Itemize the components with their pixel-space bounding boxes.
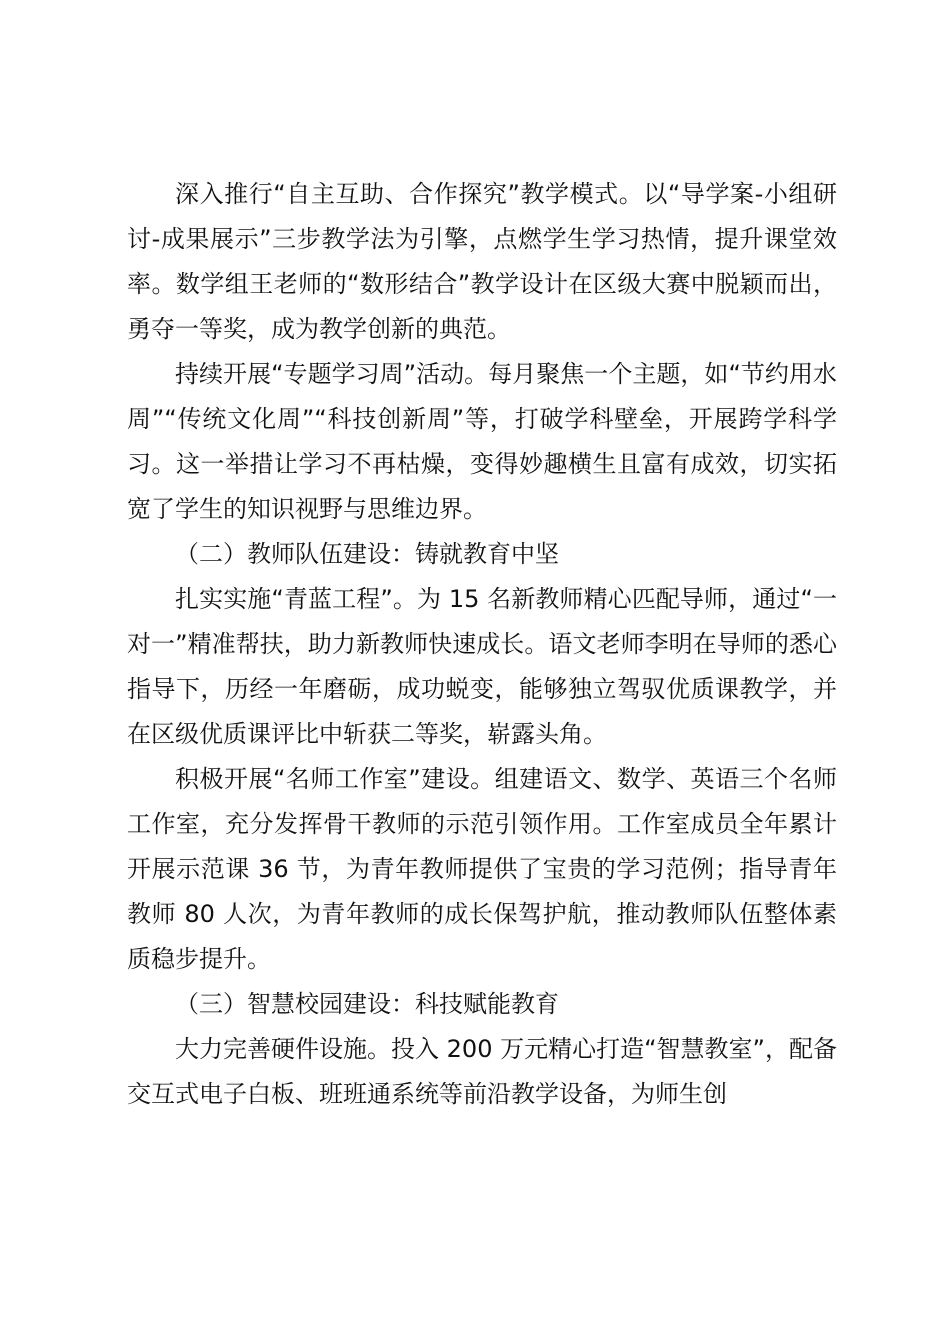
paragraph-master-teacher-studio: 积极开展“名师工作室”建设。组建语文、数学、英语三个名师工作室，充分发挥骨干教师的示范引领作用。工作室成员全年累计开展示范课 36 节，为青年教师提供了宝贵的学习范例；指导青年教师 80 人次，为青年教师的成长保驾护航，推动教师队伍整体素质稳步提升。 [127, 765, 837, 973]
paragraph-teaching-mode: 深入推行“自主互助、合作探究”教学模式。以“导学案-小组研讨-成果展示”三步教学法为引擎，点燃学生学习热情，提升课堂效率。数学组王老师的“数形结合”教学设计在区级大赛中脱颖而出，勇夺一等奖，成为教学创新的典范。 [127, 180, 837, 343]
paragraph-topic-study-week: 持续开展“专题学习周”活动。每月聚焦一个主题，如“节约用水周”“传统文化周”“科技创新周”等，打破学科壁垒，开展跨学科学习。这一举措让学习不再枯燥，变得妙趣横生且富有成效，切实拓宽了学生的知识视野与思维边界。 [127, 360, 837, 523]
section-heading-smart-campus: （三）智慧校园建设：科技赋能教育 [175, 990, 559, 1018]
section-heading-teacher-team: （二）教师队伍建设：铸就教育中坚 [175, 540, 559, 568]
document-body [127, 172, 837, 1117]
paragraph-qinglan-project: 扎实实施“青蓝工程”。为 15 名新教师精心匹配导师，通过“一对一”精准帮扶，助力新教师快速成长。语文老师李明在导师的悉心指导下，历经一年磨砺，成功蜕变，能够独立驾驭优质课教学，并在区级优质课评比中斩获二等奖，崭露头角。 [127, 585, 837, 748]
paragraph-hardware-facilities: 大力完善硬件设施。投入 200 万元精心打造“智慧教室”，配备交互式电子白板、班班通系统等前沿教学设备，为师生创 [127, 1035, 837, 1108]
